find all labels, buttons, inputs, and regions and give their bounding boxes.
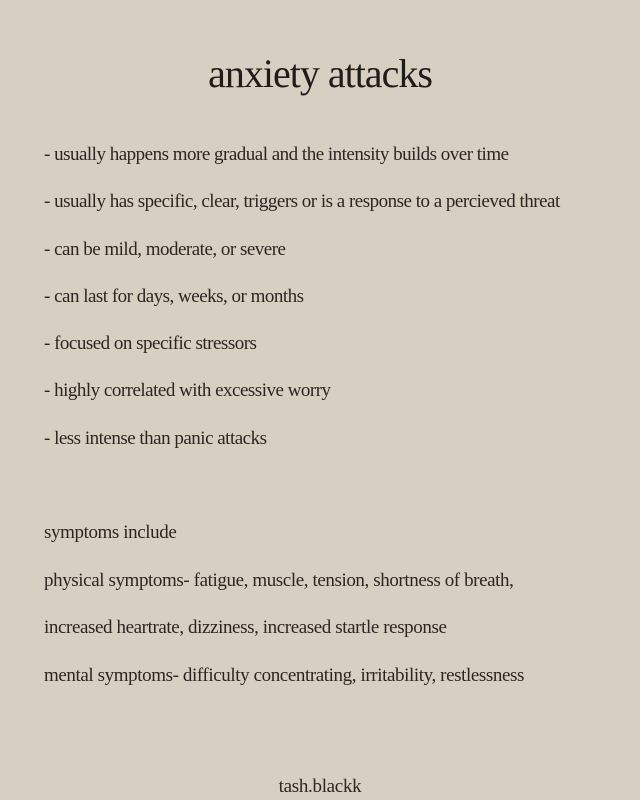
mental-symptoms-line: mental symptoms- difficulty concentrating, irritability, restlessness [44,664,525,686]
symptoms-heading: symptoms include [44,522,177,543]
bullet-list [44,142,624,473]
list-item: - focused on specific stressors [44,333,257,355]
list-item: - can be mild, moderate, or severe [44,238,286,260]
list-item: - usually has specific, clear, triggers or is a response to a percieved threat [44,191,560,213]
list-item: - highly correlated with excessive worry [44,380,331,402]
author-handle: tash.blackk [278,776,362,797]
physical-symptoms-line-2: increased heartrate, dizziness, increased startle response [44,617,447,638]
list-item: - usually happens more gradual and the intensity builds over time [44,144,509,165]
symptoms-section [44,520,624,710]
list-item: - can last for days, weeks, or months [44,285,304,307]
list-item: - less intense than panic attacks [44,427,267,449]
physical-symptoms-line-1: physical symptoms- fatigue, muscle, tension, shortness of breath, [44,569,514,591]
page-title: anxiety attacks [208,51,432,96]
